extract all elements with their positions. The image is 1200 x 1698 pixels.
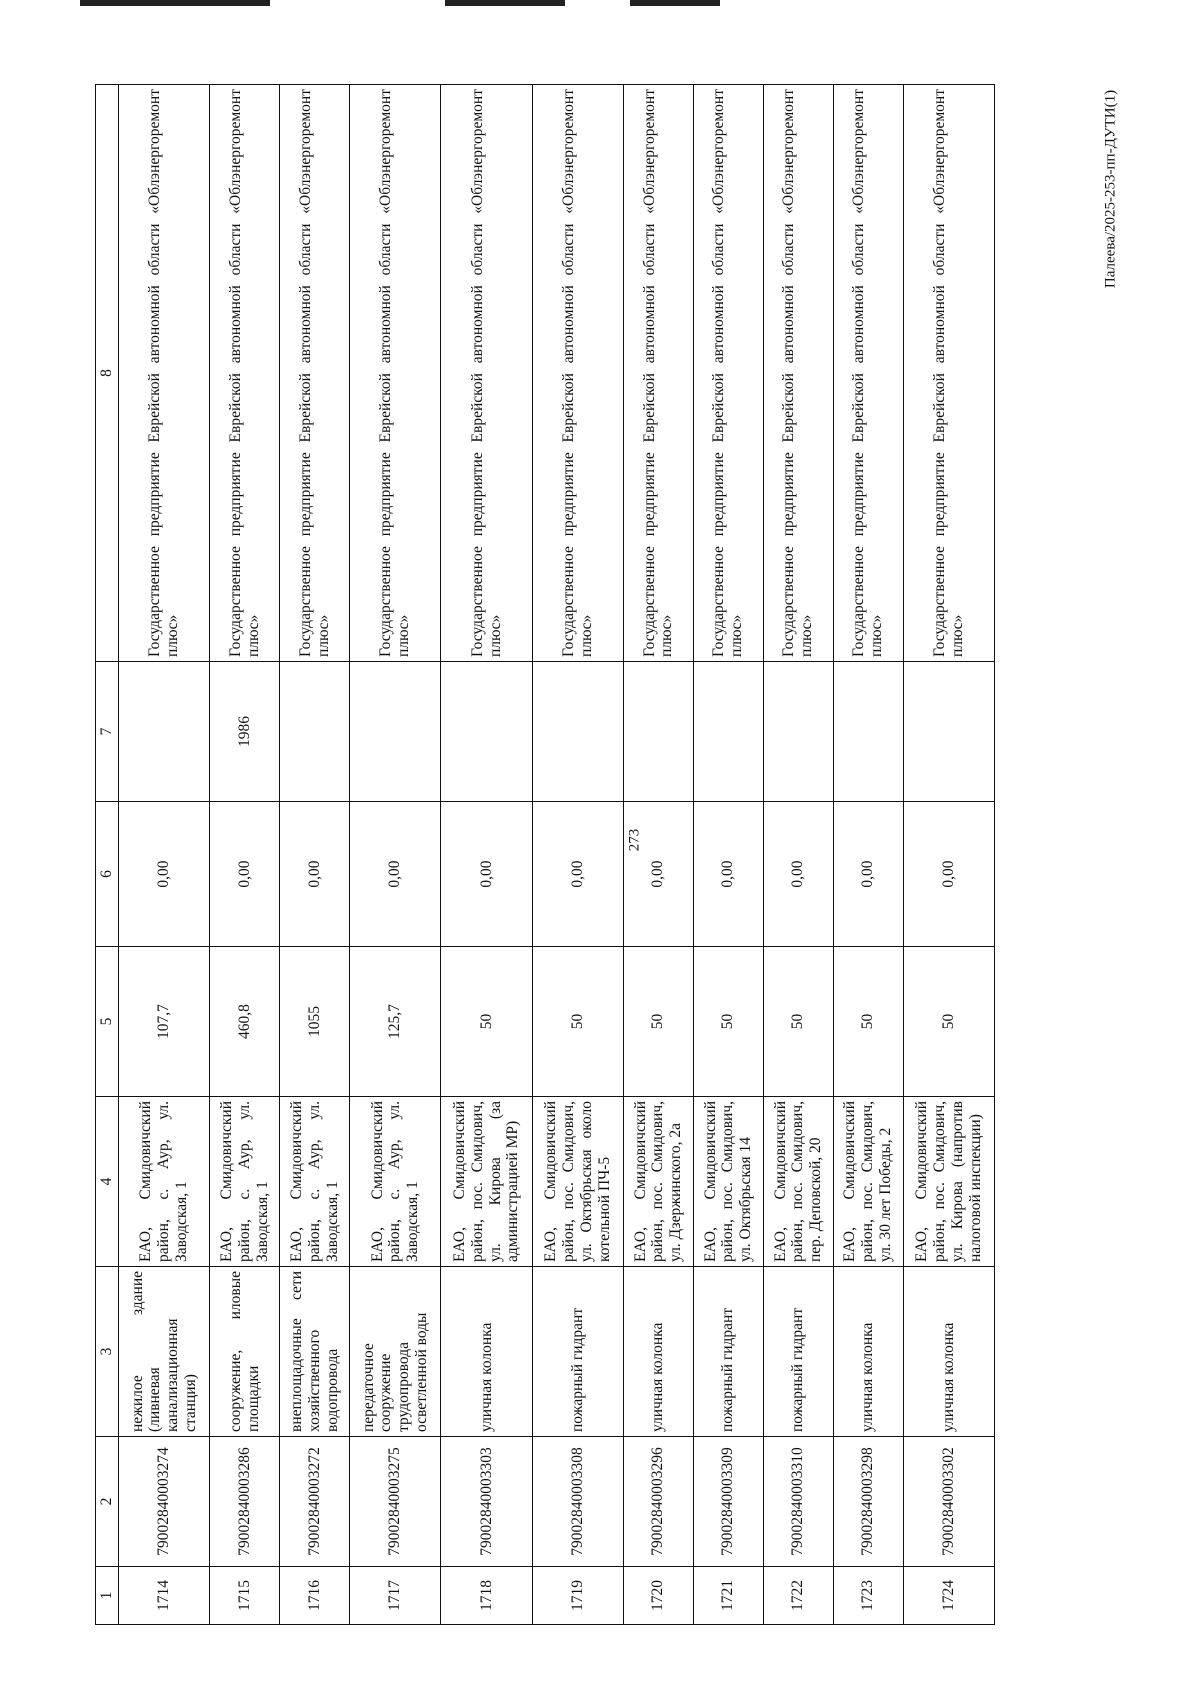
row-number-cell: 1720 (623, 1567, 693, 1625)
commission-year-cell (119, 662, 210, 802)
cadastral-number-cell: 79002840003302 (903, 1437, 994, 1567)
object-name-cell: передаточное сооружение трудопровода осветленной воды (350, 1267, 441, 1437)
row-number-cell: 1719 (532, 1567, 623, 1625)
cadastral-number-cell: 79002840003298 (833, 1437, 903, 1567)
column-header: 5 (96, 947, 119, 1097)
row-number-cell: 1724 (903, 1567, 994, 1625)
commission-year-cell (693, 662, 763, 802)
object-name-cell: пожарный гидрант (763, 1267, 833, 1437)
property-register-table (95, 84, 995, 1625)
object-value-cell: 0,00 (903, 802, 994, 947)
table-row (763, 85, 833, 1625)
object-address-cell: ЕАО, Смидовичский район, с. Аур, ул. Заводская, 1 (350, 1097, 441, 1267)
object-address-cell: ЕАО, Смидовичский район, с. Аур, ул. Заводская, 1 (280, 1097, 350, 1267)
object-value-cell: 0,00 (693, 802, 763, 947)
object-area-cell: 125,7 (350, 947, 441, 1097)
object-owner-cell: Государственное предприятие Еврейской автономной области «Облэнергоремонт плюс» (693, 85, 763, 662)
document-reference: Палеева/2025-253-пп-ДУТИ(1) (1102, 89, 1119, 289)
object-area-cell: 50 (623, 947, 693, 1097)
column-number-row (96, 85, 119, 1625)
commission-year-cell (763, 662, 833, 802)
row-number-cell: 1717 (350, 1567, 441, 1625)
object-name-cell: уличная колонка (833, 1267, 903, 1437)
object-area-cell: 50 (763, 947, 833, 1097)
object-owner-cell: Государственное предприятие Еврейской автономной области «Облэнергоремонт плюс» (833, 85, 903, 662)
object-value-cell: 0,00 (623, 802, 693, 947)
row-number-cell: 1715 (210, 1567, 280, 1625)
object-owner-cell: Государственное предприятие Еврейской автономной области «Облэнергоремонт плюс» (763, 85, 833, 662)
object-area-cell: 50 (441, 947, 532, 1097)
commission-year-cell (623, 662, 693, 802)
cadastral-number-cell: 79002840003286 (210, 1437, 280, 1567)
object-owner-cell: Государственное предприятие Еврейской автономной области «Облэнергоремонт плюс» (210, 85, 280, 662)
row-number-cell: 1716 (280, 1567, 350, 1625)
object-name-cell: уличная колонка (903, 1267, 994, 1437)
table-row (210, 85, 280, 1625)
cadastral-number-cell: 79002840003303 (441, 1437, 532, 1567)
object-owner-cell: Государственное предприятие Еврейской автономной области «Облэнергоремонт плюс» (903, 85, 994, 662)
cadastral-number-cell: 79002840003272 (280, 1437, 350, 1567)
column-header: 4 (96, 1097, 119, 1267)
object-address-cell: ЕАО, Смидовичский район, с. Аур, ул. Заводская, 1 (210, 1097, 280, 1267)
object-area-cell: 50 (903, 947, 994, 1097)
object-value-cell: 0,00 (763, 802, 833, 947)
scan-artifact-top-right (630, 0, 720, 6)
table-row (441, 85, 532, 1625)
object-name-cell: уличная колонка (441, 1267, 532, 1437)
commission-year-cell (532, 662, 623, 802)
object-area-cell: 460,8 (210, 947, 280, 1097)
commission-year-cell (441, 662, 532, 802)
commission-year-cell (833, 662, 903, 802)
cadastral-number-cell: 79002840003309 (693, 1437, 763, 1567)
object-address-cell: ЕАО, Смидовичский район, пос. Смидович, ул. Октябрьская около котельной ПЧ-5 (532, 1097, 623, 1267)
commission-year-cell: 1986 (210, 662, 280, 802)
object-value-cell: 0,00 (532, 802, 623, 947)
object-name-cell: нежилое здание (ливневая канализационная станция) (119, 1267, 210, 1437)
table-row (350, 85, 441, 1625)
object-owner-cell: Государственное предприятие Еврейской автономной области «Облэнергоремонт плюс» (623, 85, 693, 662)
object-owner-cell: Государственное предприятие Еврейской автономной области «Облэнергоремонт плюс» (532, 85, 623, 662)
scan-artifact-top-left (80, 0, 270, 6)
column-header: 6 (96, 802, 119, 947)
object-name-cell: внеплощадочные сети хозяйственного водопровода (280, 1267, 350, 1437)
column-header: 3 (96, 1267, 119, 1437)
row-number-cell: 1722 (763, 1567, 833, 1625)
object-address-cell: ЕАО, Смидовичский район, с. Аур, ул. Заводская, 1 (119, 1097, 210, 1267)
object-name-cell: уличная колонка (623, 1267, 693, 1437)
object-owner-cell: Государственное предприятие Еврейской автономной области «Облэнергоремонт плюс» (119, 85, 210, 662)
table-row (623, 85, 693, 1625)
object-address-cell: ЕАО, Смидовичский район, пос. Смидович, ул. Кирова (за администрацией МР) (441, 1097, 532, 1267)
table-row (119, 85, 210, 1625)
row-number-cell: 1723 (833, 1567, 903, 1625)
cadastral-number-cell: 79002840003274 (119, 1437, 210, 1567)
page-number: 273 (626, 828, 643, 852)
row-number-cell: 1718 (441, 1567, 532, 1625)
table-row (833, 85, 903, 1625)
object-name-cell: сооружение, иловые площадки (210, 1267, 280, 1437)
object-value-cell: 0,00 (350, 802, 441, 947)
object-area-cell: 107,7 (119, 947, 210, 1097)
object-area-cell: 1055 (280, 947, 350, 1097)
object-address-cell: ЕАО, Смидовичский район, пос. Смидович, ул. Кирова (напротив налоговой инспекции) (903, 1097, 994, 1267)
cadastral-number-cell: 79002840003275 (350, 1437, 441, 1567)
commission-year-cell (280, 662, 350, 802)
scan-artifact-top-mid (445, 0, 565, 6)
object-area-cell: 50 (693, 947, 763, 1097)
table-row (280, 85, 350, 1625)
object-address-cell: ЕАО, Смидовичский район, пос. Смидович, ул. Дзержинского, 2а (623, 1097, 693, 1267)
cadastral-number-cell: 79002840003310 (763, 1437, 833, 1567)
object-value-cell: 0,00 (441, 802, 532, 947)
object-address-cell: ЕАО, Смидовичский район, пос. Смидович, пер. Деповской, 20 (763, 1097, 833, 1267)
cadastral-number-cell: 79002840003296 (623, 1437, 693, 1567)
commission-year-cell (350, 662, 441, 802)
property-register-table-container (95, 85, 995, 1625)
object-area-cell: 50 (532, 947, 623, 1097)
object-value-cell: 0,00 (280, 802, 350, 947)
object-address-cell: ЕАО, Смидовичский район, пос. Смидович, ул. Октябрьская 14 (693, 1097, 763, 1267)
object-address-cell: ЕАО, Смидовичский район, пос. Смидович, ул. 30 лет Победы, 2 (833, 1097, 903, 1267)
table-row (693, 85, 763, 1625)
object-value-cell: 0,00 (833, 802, 903, 947)
object-owner-cell: Государственное предприятие Еврейской автономной области «Облэнергоремонт плюс» (280, 85, 350, 662)
column-header: 7 (96, 662, 119, 802)
object-owner-cell: Государственное предприятие Еврейской автономной области «Облэнергоремонт плюс» (441, 85, 532, 662)
object-value-cell: 0,00 (119, 802, 210, 947)
object-name-cell: пожарный гидрант (693, 1267, 763, 1437)
commission-year-cell (903, 662, 994, 802)
table-row (903, 85, 994, 1625)
object-value-cell: 0,00 (210, 802, 280, 947)
cadastral-number-cell: 79002840003308 (532, 1437, 623, 1567)
object-owner-cell: Государственное предприятие Еврейской автономной области «Облэнергоремонт плюс» (350, 85, 441, 662)
object-name-cell: пожарный гидрант (532, 1267, 623, 1437)
column-header: 8 (96, 85, 119, 662)
column-header: 1 (96, 1567, 119, 1625)
row-number-cell: 1721 (693, 1567, 763, 1625)
table-row (532, 85, 623, 1625)
column-header: 2 (96, 1437, 119, 1567)
row-number-cell: 1714 (119, 1567, 210, 1625)
object-area-cell: 50 (833, 947, 903, 1097)
